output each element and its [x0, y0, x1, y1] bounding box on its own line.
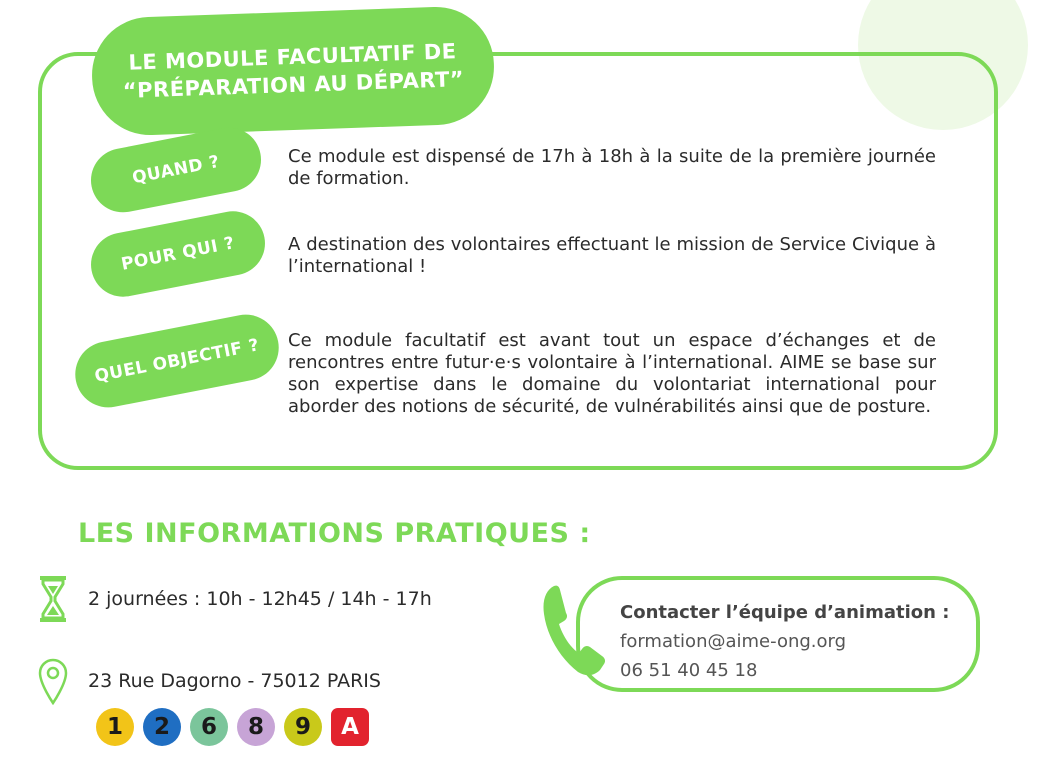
phone-icon: [540, 580, 606, 678]
module-title-banner: [90, 5, 496, 137]
question-badge-objective: QUEL OBJECTIF ?: [70, 309, 285, 413]
address-row: [36, 656, 381, 706]
answer-objective: Ce module facultatif est avant tout un espace d’échanges et de rencontres entre futur·e·s volontaire à l’international. AIME se base sur son expertise dans le domaine du volontariat international pour aborder des notions de sécurité, de vulnérabilités ainsi que de posture.: [288, 330, 936, 417]
question-badge-when: QUAND ?: [85, 122, 266, 218]
metro-line-6-badge: 6: [190, 708, 228, 746]
metro-line-8-badge: 8: [237, 708, 275, 746]
module-title-line1: LE MODULE FACULTATIF DE: [128, 38, 457, 75]
address-text: 23 Rue Dagorno - 75012 PARIS: [88, 670, 381, 692]
metro-lines: [96, 708, 369, 746]
contact-info: [620, 598, 949, 685]
hourglass-icon: [36, 574, 70, 624]
contact-title: Contacter l’équipe d’animation :: [620, 602, 950, 623]
metro-line-2-badge: 2: [143, 708, 181, 746]
metro-line-1-badge: 1: [96, 708, 134, 746]
location-pin-icon: [36, 656, 70, 706]
schedule-row: [36, 574, 432, 624]
answer-for-whom: A destination des volontaires effectuant le mission de Service Civique à l’international !: [288, 234, 936, 277]
schedule-text: 2 journées : 10h - 12h45 / 14h - 17h: [88, 588, 432, 610]
contact-email[interactable]: formation@aime-ong.org: [620, 631, 847, 652]
answer-when: Ce module est dispensé de 17h à 18h à la suite de la première journée de formation.: [288, 146, 936, 189]
module-title-line2: “PRÉPARATION AU DÉPART”: [122, 67, 465, 103]
contact-phone[interactable]: 06 51 40 45 18: [620, 660, 758, 681]
practical-info-title: LES INFORMATIONS PRATIQUES :: [78, 518, 591, 549]
question-badge-for-whom: POUR QUI ?: [86, 206, 271, 302]
metro-line-9-badge: 9: [284, 708, 322, 746]
rer-line-a-badge: A: [331, 708, 369, 746]
